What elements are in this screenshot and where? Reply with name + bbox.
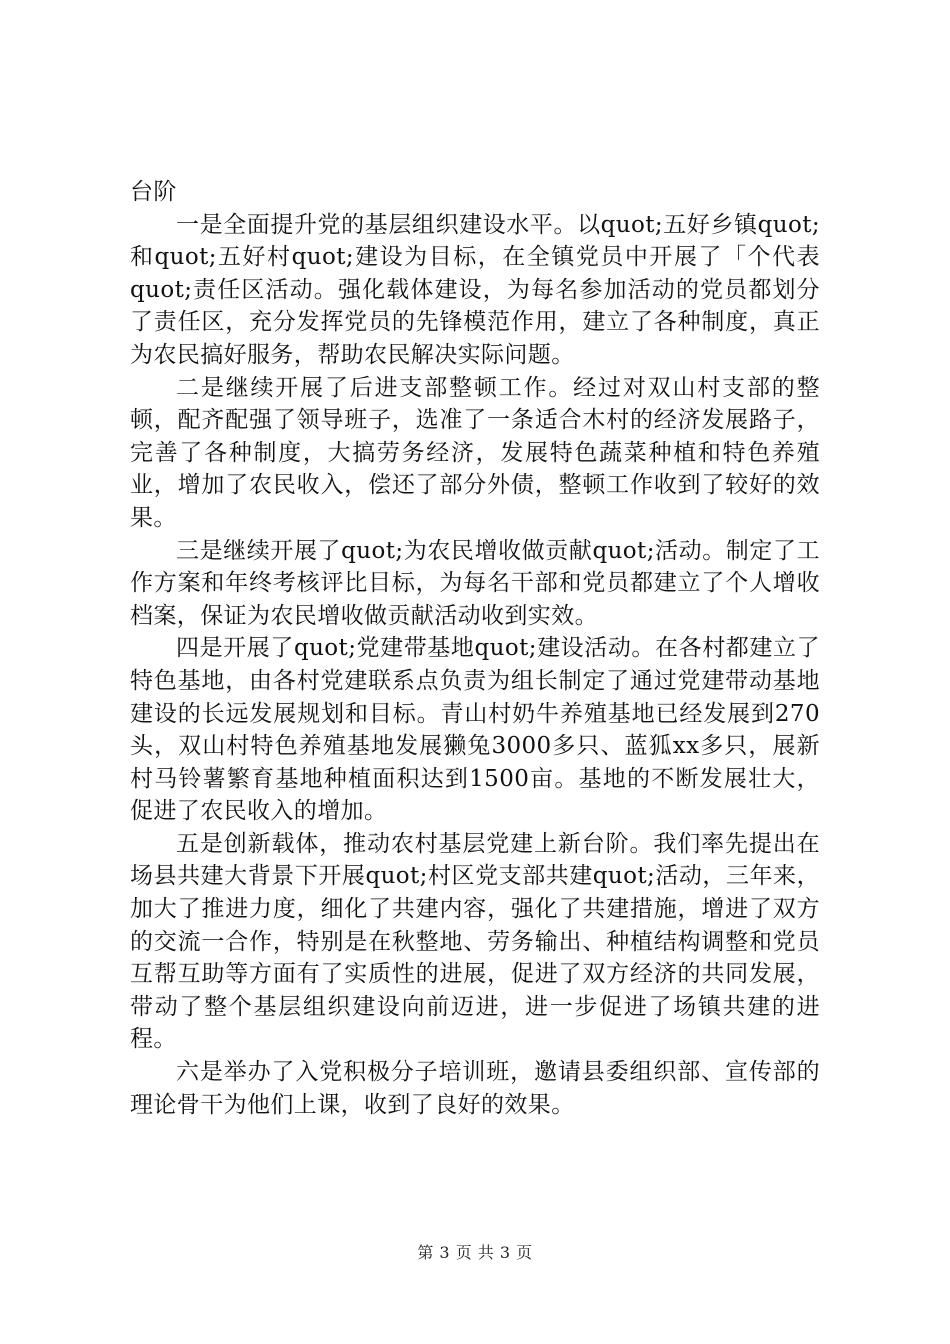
page-footer: 第 3 页 共 3 页 (417, 1243, 533, 1262)
document-body (130, 176, 820, 1121)
paragraph-2: 二是继续开展了后进支部整顿工作。经过对双山村支部的整顿，配齐配强了领导班子，选准了一条适合木村的经济发展路子，完善了各种制度，大搞劳务经济，发展特色蔬菜种植和特色养殖业，增加了农民收入，偿还了部分外债，整顿工作收到了较好的效果。 (130, 374, 820, 531)
paragraph-6: 六是举办了入党积极分子培训班，邀请县委组织部、宣传部的理论骨干为他们上课，收到了良好的效果。 (130, 1059, 820, 1118)
paragraph-1: 一是全面提升党的基层组织建设水平。以quot;五好乡镇quot;和quot;五好村quot;建设为目标，在全镇党员中开展了「个代表quot;责任区活动。强化载体建设，为每名参加活动的党员都划分了责任区，充分发挥党员的先锋模范作用，建立了各种制度，真正为农民搞好服务，帮助农民解决实际问题。 (130, 211, 820, 368)
paragraph-3: 三是继续开展了quot;为农民增收做贡献quot;活动。制定了工作方案和年终考核评比目标，为每名干部和党员都建立了个人增收档案，保证为农民增收做贡献活动收到实效。 (130, 537, 820, 629)
paragraph-5: 五是创新载体，推动农村基层党建上新台阶。我们率先提出在场县共建大背景下开展quot;村区党支部共建quot;活动，三年来，加大了推进力度，细化了共建内容，强化了共建措施，增进了双方的交流一合作，特别是在秋整地、劳务输出、种植结构调整和党员互帮互助等方面有了实质性的进展，促进了双方经济的共同发展，带动了整个基层组织建设向前迈进，进一步促进了场镇共建的进程。 (130, 830, 820, 1053)
continuation-text: 台阶 (130, 179, 177, 205)
paragraph-4: 四是开展了quot;党建带基地quot;建设活动。在各村都建立了特色基地，由各村党建联系点负责为组长制定了通过党建带动基地建设的长远发展规划和目标。青山村奶牛养殖基地已经发展到270头，双山村特色养殖基地发展獭兔3000多只、蓝狐xx多只，展新村马铃薯繁育基地种植面积达到1500亩。基地的不断发展壮大，促进了农民收入的增加。 (130, 635, 820, 825)
